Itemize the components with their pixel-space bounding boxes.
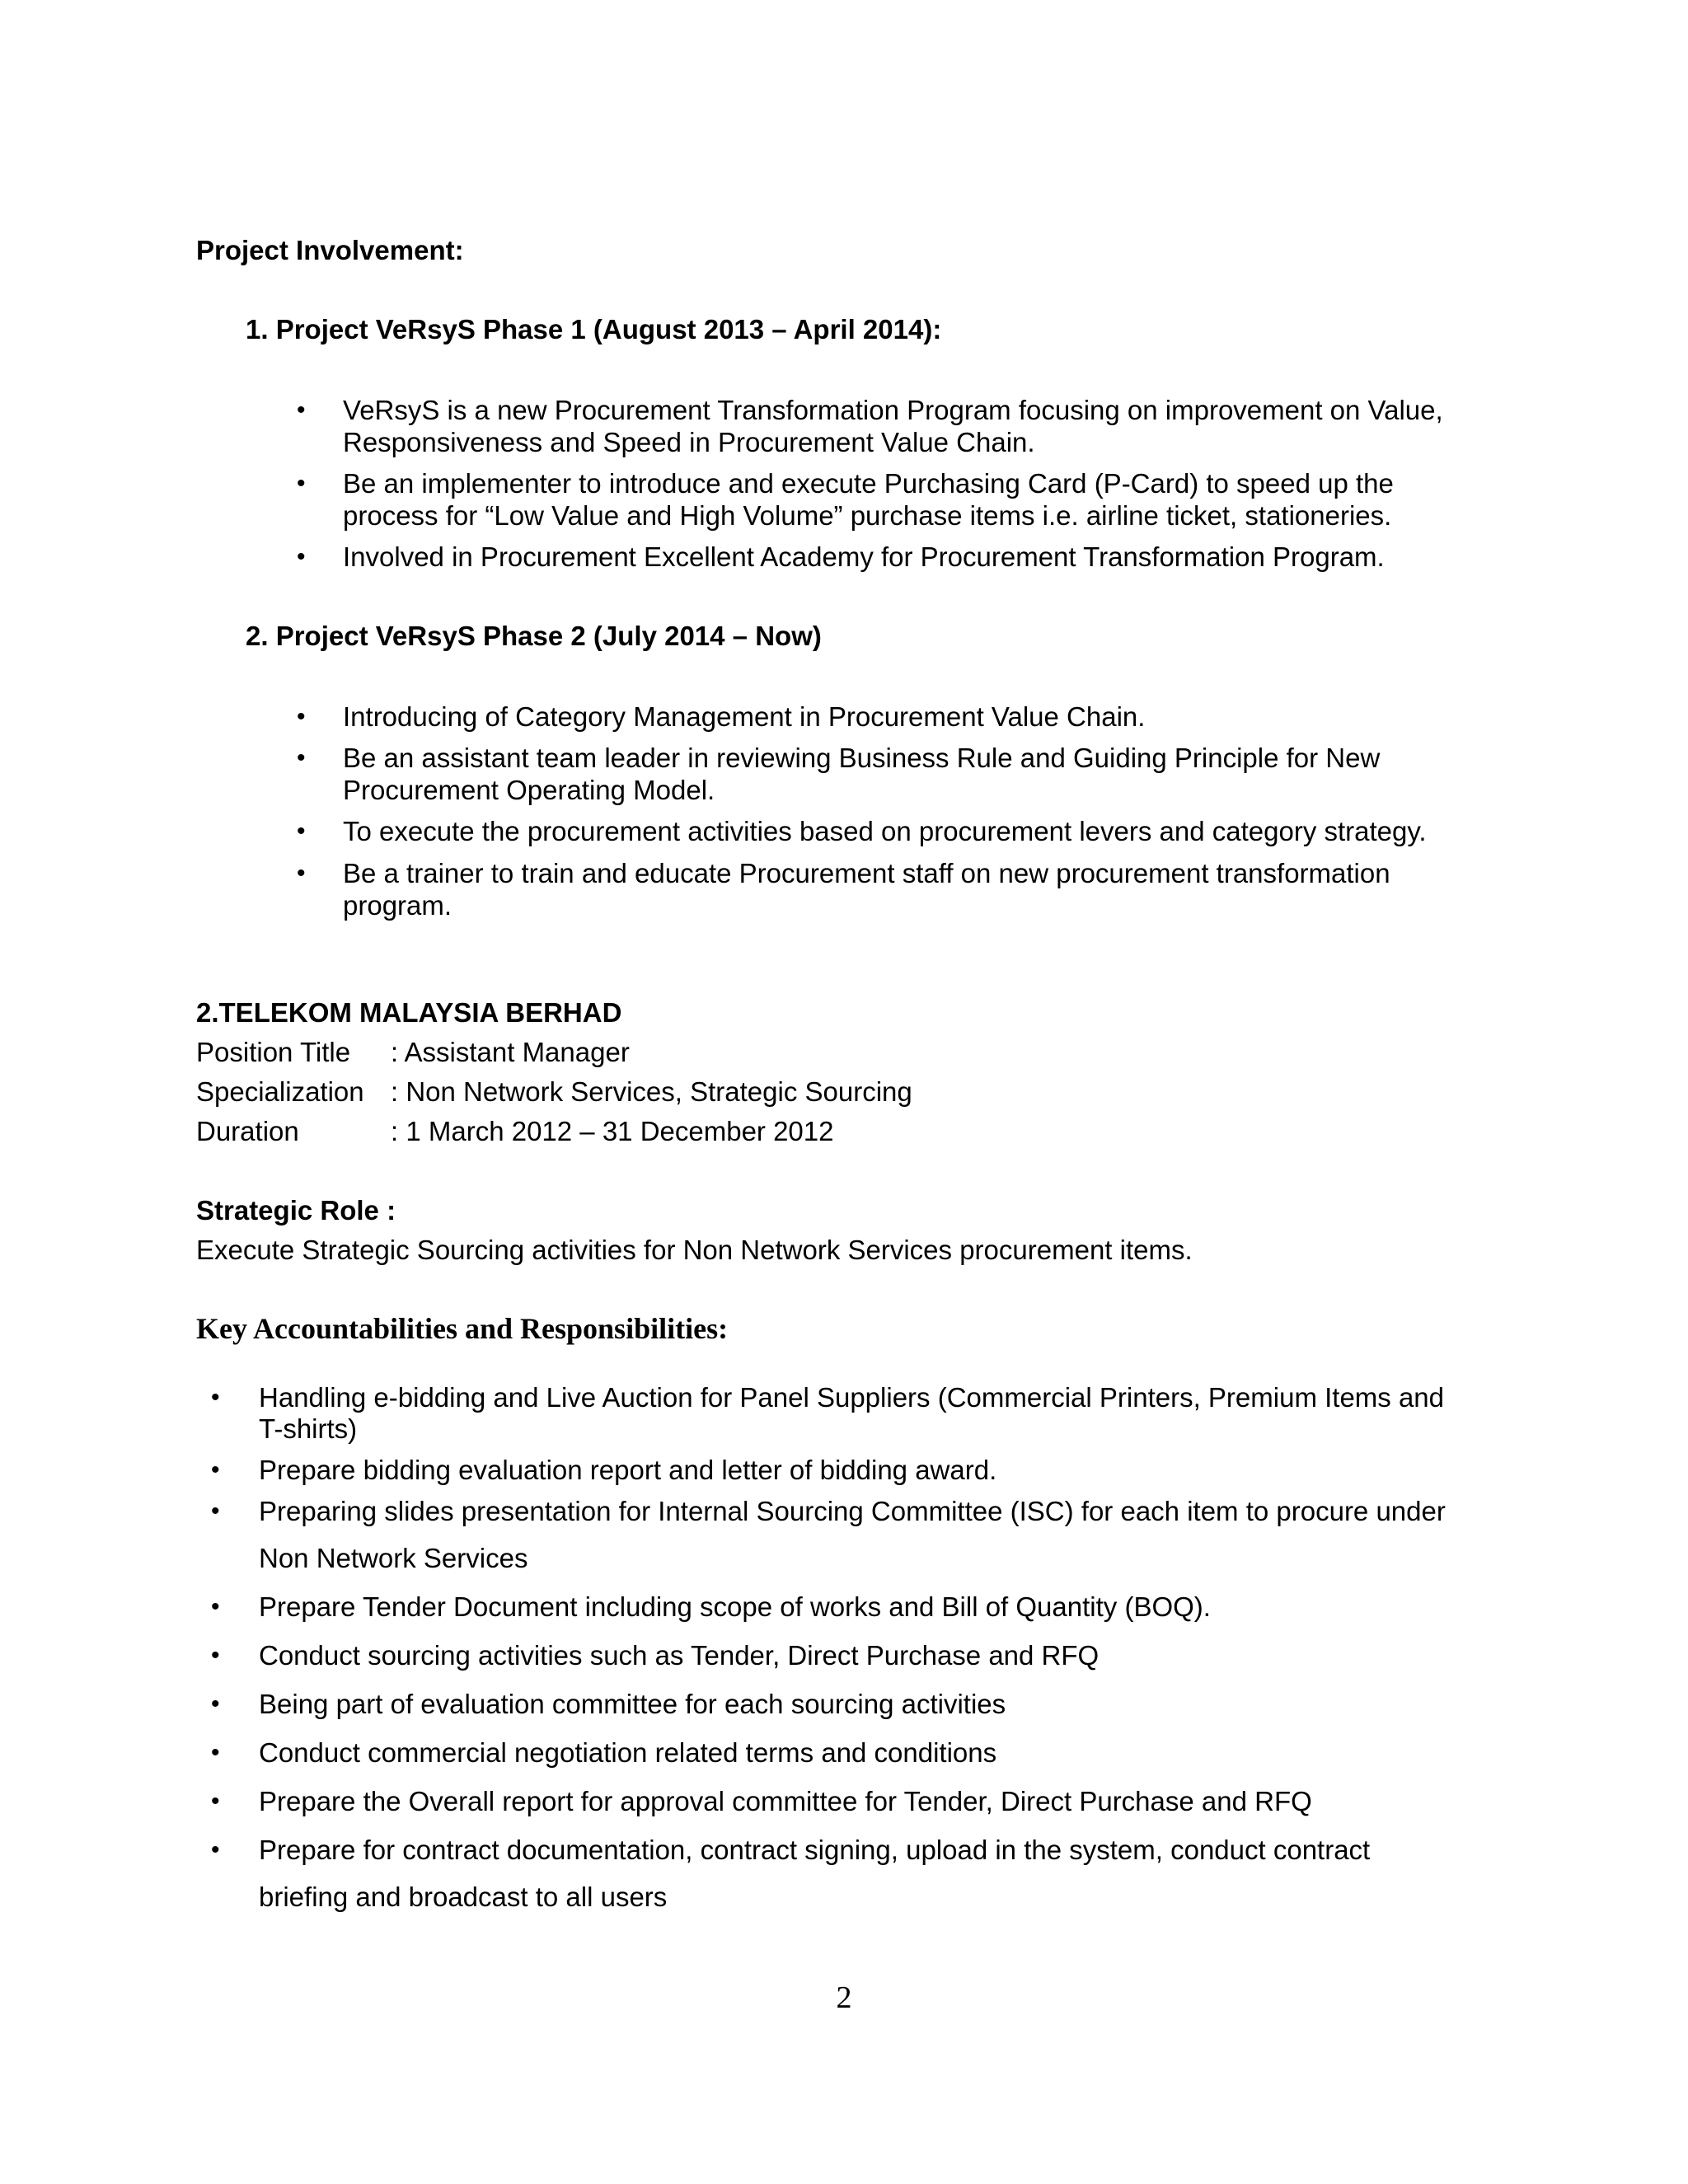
phase2-bullet-4-line1: Be a trainer to train and educate Procurement staff on new procurement transformation: [343, 858, 1390, 888]
key-bullet-7-line1: Conduct commercial negotiation related terms and conditions: [259, 1737, 997, 1768]
duration-value: : 1 March 2012 – 31 December 2012: [391, 1116, 834, 1146]
bullet-marker: •: [297, 860, 306, 887]
specialization-label: Specialization: [196, 1076, 364, 1107]
phase2-bullet-2-line2: Procurement Operating Model.: [343, 775, 715, 805]
phase2-bullet-1-line1: Introducing of Category Management in Procurement Value Chain.: [343, 701, 1146, 732]
duration-label: Duration: [196, 1116, 299, 1146]
strategic-role-heading: Strategic Role :: [196, 1195, 396, 1226]
phase1-title: 1. Project VeRsyS Phase 1 (August 2013 – April 2014):: [246, 314, 942, 344]
position-title-value: : Assistant Manager: [391, 1037, 630, 1067]
bullet-marker: •: [211, 1497, 220, 1525]
bullet-marker: •: [211, 1593, 220, 1620]
strategic-role-text: Execute Strategic Sourcing activities for Non Network Services procurement items.: [196, 1235, 1193, 1265]
specialization-value: : Non Network Services, Strategic Sourcing: [391, 1076, 912, 1107]
key-bullet-4-line1: Prepare Tender Document including scope of works and Bill of Quantity (BOQ).: [259, 1591, 1211, 1622]
key-bullet-3-line1: Preparing slides presentation for Internal Sourcing Committee (ISC) for each item to procure under: [259, 1496, 1446, 1526]
page-number: 2: [836, 1980, 852, 2015]
phase2-title: 2. Project VeRsyS Phase 2 (July 2014 – Now): [246, 621, 822, 651]
key-bullet-5-line1: Conduct sourcing activities such as Tender, Direct Purchase and RFQ: [259, 1640, 1100, 1671]
bullet-marker: •: [297, 703, 306, 730]
bullet-marker: •: [297, 744, 306, 771]
key-bullet-6-line1: Being part of evaluation committee for each sourcing activities: [259, 1689, 1006, 1719]
bullet-marker: •: [211, 1456, 220, 1483]
bullet-marker: •: [211, 1690, 220, 1718]
key-bullet-3-line2: Non Network Services: [259, 1543, 528, 1573]
project-involvement-heading: Project Involvement:: [196, 235, 464, 265]
key-bullet-2-line1: Prepare bidding evaluation report and letter of bidding award.: [259, 1455, 997, 1485]
position-title-label: Position Title: [196, 1037, 351, 1067]
key-accountabilities-heading: Key Accountabilities and Responsibilities:: [196, 1312, 729, 1345]
key-bullet-9-line2: briefing and broadcast to all users: [259, 1882, 668, 1912]
bullet-marker: •: [297, 818, 306, 845]
phase2-bullet-2-line1: Be an assistant team leader in reviewing Business Rule and Guiding Principle for New: [343, 743, 1381, 773]
key-bullet-1-line2: T-shirts): [259, 1413, 358, 1444]
phase1-bullet-1-line1: VeRsyS is a new Procurement Transformation Program focusing on improvement on Value,: [343, 395, 1443, 425]
phase1-bullet-3-line1: Involved in Procurement Excellent Academy for Procurement Transformation Program.: [343, 541, 1385, 572]
phase1-bullet-2-line2: process for “Low Value and High Volume” purchase items i.e. airline ticket, stationeries.: [343, 500, 1392, 531]
phase1-bullet-1-line2: Responsiveness and Speed in Procurement Value Chain.: [343, 427, 1035, 457]
key-bullet-8-line1: Prepare the Overall report for approval committee for Tender, Direct Purchase and RFQ: [259, 1786, 1312, 1816]
key-bullet-1-line1: Handling e-bidding and Live Auction for Panel Suppliers (Commercial Printers, Premium Items and: [259, 1382, 1445, 1413]
employer-heading: 2.TELEKOM MALAYSIA BERHAD: [196, 997, 622, 1028]
bullet-marker: •: [211, 1788, 220, 1815]
bullet-marker: •: [297, 470, 306, 497]
key-bullet-9-line1: Prepare for contract documentation, contract signing, upload in the system, conduct contract: [259, 1835, 1371, 1865]
bullet-marker: •: [211, 1642, 220, 1669]
phase1-bullet-2-line1: Be an implementer to introduce and execute Purchasing Card (P-Card) to speed up the: [343, 468, 1394, 499]
bullet-marker: •: [297, 543, 306, 570]
phase2-bullet-3-line1: To execute the procurement activities based on procurement levers and category strategy.: [343, 816, 1427, 846]
bullet-marker: •: [211, 1384, 220, 1411]
bullet-marker: •: [297, 396, 306, 424]
bullet-marker: •: [211, 1739, 220, 1766]
bullet-marker: •: [211, 1836, 220, 1863]
phase2-bullet-4-line2: program.: [343, 890, 452, 921]
